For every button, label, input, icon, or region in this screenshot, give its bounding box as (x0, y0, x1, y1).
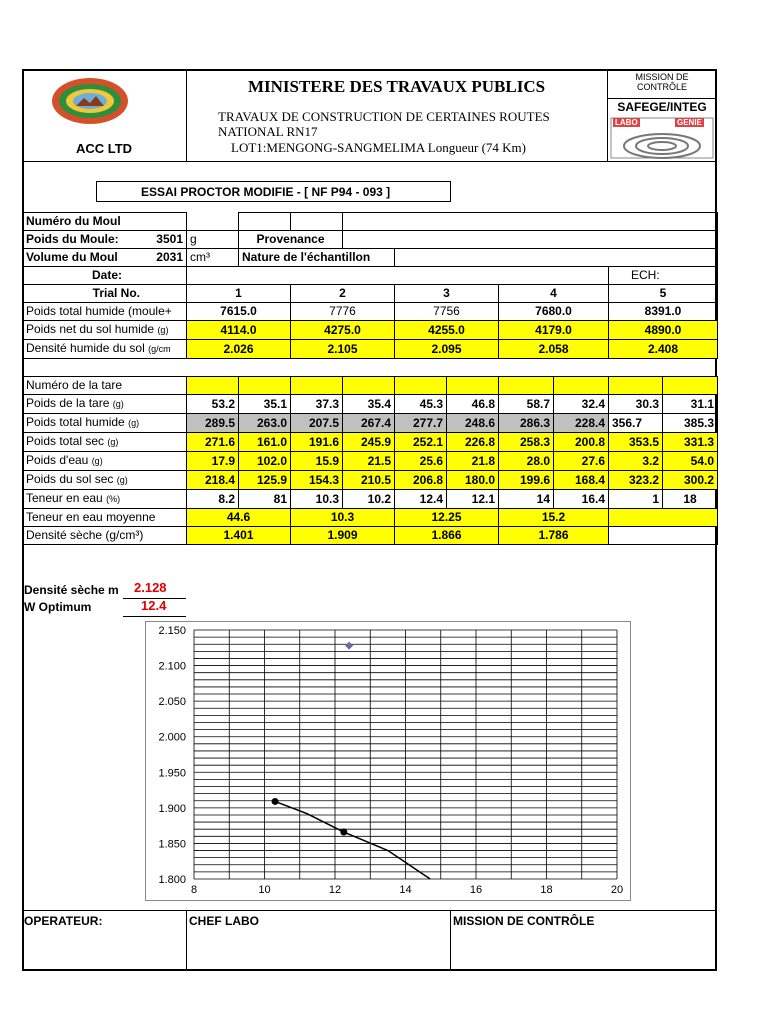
tare-weight-cell: 35.1 (239, 395, 291, 414)
water-weight-cell: 54.0 (663, 452, 718, 471)
wet-density-unit: (g/cm (148, 344, 171, 354)
optimum-marker (345, 642, 353, 650)
wet-density-4: 2.058 (499, 340, 609, 359)
total-wet-cell: 286.3 (499, 414, 554, 433)
total-wet-cell: 277.7 (395, 414, 447, 433)
g-unit: (g) (112, 399, 124, 409)
trial-5: 5 (609, 285, 718, 303)
y-tick-label: 2.100 (158, 660, 186, 673)
total-wet-cell: 207.5 (291, 414, 343, 433)
mission-label-2: CONTRÔLE (636, 82, 687, 92)
water-weight-cell: 28.0 (499, 452, 554, 471)
mean-content-1: 44.6 (187, 509, 291, 527)
operator-label: OPERATEUR: (24, 914, 103, 928)
mould-volume-label: Volume du Moul (26, 250, 118, 264)
water-weight-cell: 25.6 (395, 452, 447, 471)
w-optimum-value: 12.4 (141, 598, 167, 613)
water-weight-cell: 102.0 (239, 452, 291, 471)
net-wet-unit: (g) (157, 325, 169, 335)
total-wet-label: Poids total humide (26, 415, 125, 429)
x-tick-label: 8 (190, 884, 198, 896)
water-weight-cell: 15.9 (291, 452, 343, 471)
water-content-cell: 8.2 (187, 490, 239, 509)
net-wet-2: 4275.0 (291, 321, 395, 340)
mould-weight-unit: g (187, 231, 239, 249)
wet-density-label: Densité humide du sol (26, 341, 145, 355)
max-density-value: 2.128 (134, 580, 167, 595)
net-wet-5: 4890.0 (609, 321, 718, 340)
data-point (272, 798, 279, 805)
total-dry-cell: 191.6 (291, 433, 343, 452)
dry-soil-cell: 323.2 (609, 471, 663, 490)
trial-2: 2 (291, 285, 395, 303)
total-wet-cell: 356.7 (609, 414, 663, 433)
water-weight-label: Poids d'eau (26, 453, 89, 467)
g-unit: (g) (91, 456, 103, 466)
y-tick-label: 2.000 (158, 731, 186, 744)
x-tick-label: 14 (399, 884, 412, 896)
total-wet-3: 7756 (395, 303, 499, 321)
water-content-label: Teneur en eau (26, 491, 103, 505)
footer-divider-1 (186, 910, 187, 971)
g-unit: (g) (107, 437, 119, 447)
total-dry-cell: 245.9 (343, 433, 395, 452)
y-tick-label: 1.800 (158, 874, 186, 886)
tare-weight-cell: 45.3 (395, 395, 447, 414)
net-wet-3: 4255.0 (395, 321, 499, 340)
y-tick-label: 1.850 (158, 838, 186, 851)
mean-content-label: Teneur en eau moyenne (23, 509, 187, 527)
data-point (340, 829, 347, 836)
project-line-3: LOT1:MENGONG-SANGMELIMA Longueur (74 Km) (231, 140, 526, 155)
ministry-title: MINISTERE DES TRAVAUX PUBLICS (247, 77, 546, 96)
x-tick-label: 10 (258, 884, 271, 896)
total-dry-cell: 271.6 (187, 433, 239, 452)
water-content-unit: (%) (106, 494, 121, 504)
test-title: ESSAI PROCTOR MODIFIE - [ NF P94 - 093 ] (141, 185, 391, 199)
water-weight-cell: 21.5 (343, 452, 395, 471)
x-tick-label: 20 (610, 884, 624, 896)
mean-content-2: 10.3 (291, 509, 395, 527)
total-wet-5: 8391.0 (609, 303, 718, 321)
dry-density-label: Densité sèche (g/cm³) (23, 527, 187, 545)
tare-weight-cell: 46.8 (447, 395, 499, 414)
dry-density-3: 1.866 (395, 527, 499, 545)
total-dry-cell: 161.0 (239, 433, 291, 452)
dry-soil-cell: 168.4 (554, 471, 609, 490)
tare-weight-cell: 31.1 (663, 395, 718, 414)
total-dry-cell: 226.8 (447, 433, 499, 452)
y-tick-label: 2.150 (158, 625, 186, 637)
labo-text: LABO (615, 118, 638, 127)
water-weight-cell: 21.8 (447, 452, 499, 471)
g-unit: (g) (128, 418, 140, 428)
total-wet-cell: 263.0 (239, 414, 291, 433)
dry-density-2: 1.909 (291, 527, 395, 545)
project-line-1: TRAVAUX DE CONSTRUCTION DE CERTAINES ROUTES (218, 109, 550, 124)
dry-soil-cell: 206.8 (395, 471, 447, 490)
project-line-2: NATIONAL RN17 (218, 124, 318, 139)
total-wet-4: 7680.0 (499, 303, 609, 321)
provenance-label: Provenance (239, 231, 343, 249)
total-wet-1: 7615.0 (187, 303, 291, 321)
water-content-cell: 12.4 (395, 490, 447, 509)
mould-weight-value: 3501 (156, 232, 183, 246)
wet-density-3: 2.095 (395, 340, 499, 359)
tare-weight-cell: 30.3 (609, 395, 663, 414)
total-wet-cell: 385.3 (663, 414, 718, 433)
y-tick-label: 2.050 (158, 696, 186, 709)
total-wet-cell: 228.4 (554, 414, 609, 433)
genie-text: GENIE (677, 118, 702, 127)
trial-1: 1 (187, 285, 291, 303)
water-content-cell: 1 (609, 490, 663, 509)
footer-top-line (22, 910, 717, 911)
net-wet-1: 4114.0 (187, 321, 291, 340)
dry-soil-cell: 210.5 (343, 471, 395, 490)
ech-label: ECH: (609, 267, 718, 285)
footer-divider-2 (450, 910, 451, 971)
total-wet-2: 7776 (291, 303, 395, 321)
company-name: ACC LTD (75, 141, 133, 156)
mean-content-4: 15.2 (499, 509, 609, 527)
total-wet-cell: 267.4 (343, 414, 395, 433)
net-wet-label: Poids net du sol humide (26, 322, 155, 336)
mould-weight-label: Poids du Moule: (26, 232, 119, 246)
mean-content-3: 12.25 (395, 509, 499, 527)
total-dry-label: Poids total sec (26, 434, 105, 448)
water-weight-cell: 3.2 (609, 452, 663, 471)
nature-label: Nature de l'échantillon (239, 249, 395, 267)
water-content-cell: 10.2 (343, 490, 395, 509)
water-content-cell: 81 (239, 490, 291, 509)
total-dry-cell: 331.3 (663, 433, 718, 452)
tare-weight-cell: 32.4 (554, 395, 609, 414)
x-tick-label: 12 (328, 884, 342, 896)
tare-weight-label: Poids de la tare (26, 396, 110, 410)
dry-density-4: 1.786 (499, 527, 609, 545)
dry-soil-cell: 300.2 (663, 471, 718, 490)
date-label: Date: (23, 267, 187, 285)
water-weight-cell: 27.6 (554, 452, 609, 471)
water-content-cell: 12.1 (447, 490, 499, 509)
water-content-cell: 16.4 (554, 490, 609, 509)
tare-number-label: Numéro de la tare (23, 377, 187, 395)
x-tick-label: 18 (540, 884, 553, 896)
trial-4: 4 (499, 285, 609, 303)
water-content-cell: 18 (663, 490, 718, 509)
consultant-name: SAFEGE/INTEG (617, 100, 707, 114)
dry-soil-cell: 218.4 (187, 471, 239, 490)
tare-weight-cell: 58.7 (499, 395, 554, 414)
mould-volume-value: 2031 (156, 250, 183, 264)
water-content-cell: 10.3 (291, 490, 343, 509)
y-tick-label: 1.900 (158, 802, 186, 815)
dry-soil-cell: 125.9 (239, 471, 291, 490)
fitted-curve (275, 801, 430, 879)
max-density-label: Densité sèche m (24, 583, 119, 597)
y-tick-label: 1.950 (158, 767, 186, 780)
tare-weight-cell: 37.3 (291, 395, 343, 414)
net-wet-4: 4179.0 (499, 321, 609, 340)
x-tick-label: 16 (469, 884, 483, 896)
total-dry-cell: 252.1 (395, 433, 447, 452)
total-wet-mould-label: Poids total humide (moule+ (23, 303, 187, 321)
dry-soil-cell: 180.0 (447, 471, 499, 490)
total-dry-cell: 353.5 (609, 433, 663, 452)
w-optimum-label: W Optimum (24, 600, 92, 614)
tare-weight-cell: 35.4 (343, 395, 395, 414)
dry-soil-cell: 199.6 (499, 471, 554, 490)
total-dry-cell: 200.8 (554, 433, 609, 452)
g-unit: (g) (116, 475, 128, 485)
wet-density-2: 2.105 (291, 340, 395, 359)
mould-volume-unit: cm³ (187, 249, 239, 267)
total-wet-cell: 248.6 (447, 414, 499, 433)
trial-label: Trial No. (23, 285, 187, 303)
mission-label-1: MISSION DE (635, 72, 689, 82)
wet-density-1: 2.026 (187, 340, 291, 359)
dry-soil-cell: 154.3 (291, 471, 343, 490)
mould-number-label: Numéro du Moul (23, 213, 187, 231)
tare-weight-cell: 53.2 (187, 395, 239, 414)
dry-soil-label: Poids du sol sec (26, 472, 114, 486)
total-wet-cell: 289.5 (187, 414, 239, 433)
water-weight-cell: 17.9 (187, 452, 239, 471)
mission-controle-label: MISSION DE CONTRÔLE (453, 914, 595, 928)
wet-density-5: 2.408 (609, 340, 718, 359)
total-dry-cell: 258.3 (499, 433, 554, 452)
dry-density-1: 1.401 (187, 527, 291, 545)
trial-3: 3 (395, 285, 499, 303)
water-content-cell: 14 (499, 490, 554, 509)
chef-labo-label: CHEF LABO (189, 914, 259, 928)
